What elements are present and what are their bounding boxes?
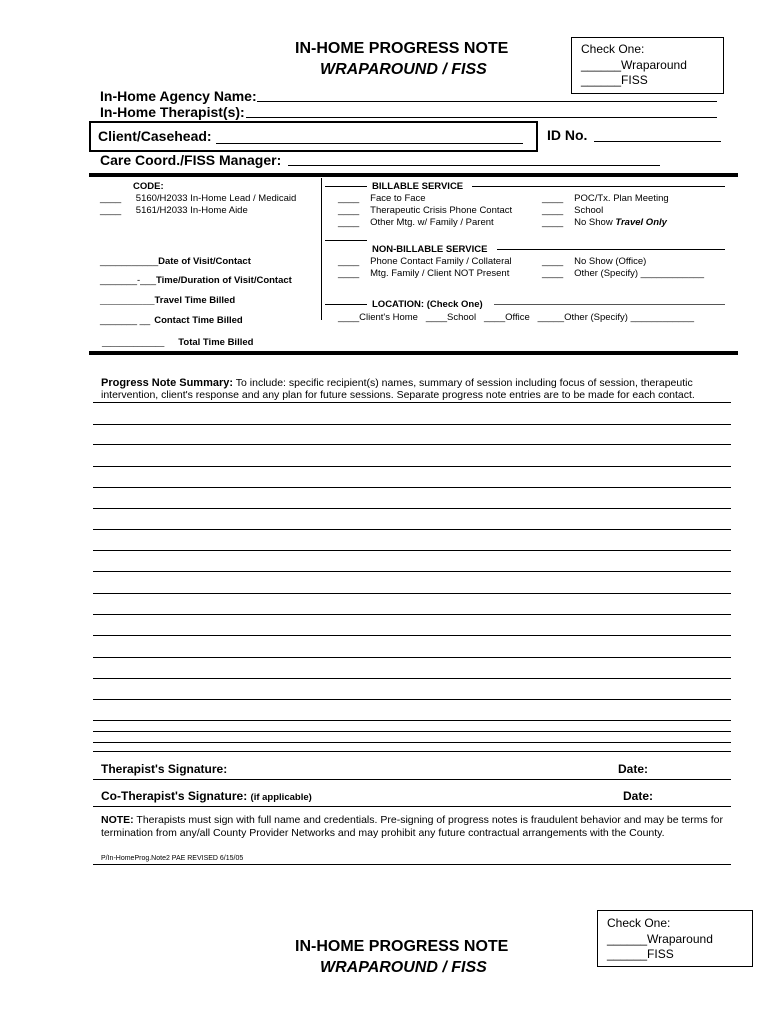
- summary-line[interactable]: [93, 751, 731, 752]
- summary-line[interactable]: [93, 402, 731, 403]
- option-label: No Show (Office): [574, 256, 647, 267]
- date-of-visit-field[interactable]: [100, 256, 251, 267]
- therapist-signature-label: Therapist's Signature:: [101, 762, 228, 776]
- summary-line[interactable]: [93, 614, 731, 615]
- field-blank: ___________: [100, 256, 159, 267]
- summary-line[interactable]: [93, 424, 731, 425]
- check-option-fiss[interactable]: ______FISS: [581, 73, 648, 87]
- field-label: Travel Time Billed: [154, 295, 236, 306]
- location-options[interactable]: ____Client's Home ____School ____Office _____Other (Specify) ____________: [338, 312, 695, 323]
- summary-line[interactable]: [93, 593, 731, 594]
- note-block: [101, 814, 729, 839]
- footer-code: P/In-HomeProg.Note2 PAE REVISED 6/15/05: [101, 855, 244, 862]
- billable-rule-left: [325, 186, 367, 187]
- option-label: Face to Face: [370, 193, 426, 204]
- summary-line[interactable]: [93, 487, 731, 488]
- field-blank: _______ __: [100, 315, 151, 326]
- code-text: 5161/H2033 In-Home Aide: [135, 205, 248, 216]
- option-label: Other Mtg. w/ Family / Parent: [370, 217, 494, 228]
- contact-time-field[interactable]: [100, 315, 243, 326]
- check-one-box: [571, 37, 724, 94]
- code-blank: ____: [100, 193, 122, 204]
- time-duration-field[interactable]: [100, 275, 292, 286]
- care-coord-label: Care Coord./FISS Manager:: [100, 152, 282, 168]
- summary-block: [101, 377, 733, 401]
- location-rule-right: [494, 304, 725, 305]
- summary-label: Progress Note Summary:: [101, 377, 234, 389]
- summary-line[interactable]: [93, 508, 731, 509]
- field-label: Time/Duration of Visit/Contact: [156, 275, 292, 286]
- client-label: Client/Casehead:: [98, 128, 212, 144]
- page2-check-option-fiss[interactable]: ______FISS: [607, 947, 674, 961]
- summary-line[interactable]: [93, 571, 731, 572]
- summary-line[interactable]: [93, 699, 731, 700]
- field-blank: ______________: [102, 338, 165, 347]
- billable-no-show[interactable]: [542, 217, 667, 228]
- client-box: [89, 121, 538, 152]
- summary-line[interactable]: [93, 444, 731, 445]
- page2-check-one-box: [597, 910, 753, 967]
- note-label: NOTE:: [101, 814, 134, 826]
- travel-time-field[interactable]: [100, 295, 235, 306]
- footer-rule: [93, 864, 731, 865]
- check-one-label: Check One:: [581, 42, 645, 56]
- summary-line[interactable]: [93, 657, 731, 658]
- billable-school[interactable]: [542, 205, 603, 216]
- field-blank: _______-___: [100, 275, 156, 286]
- billable-other-mtg[interactable]: [338, 217, 494, 228]
- nonbillable-rule-right: [497, 249, 725, 250]
- summary-line[interactable]: [93, 720, 731, 721]
- check-blank: ____: [542, 256, 564, 267]
- code-item-lead[interactable]: [100, 193, 296, 204]
- page-title: IN-HOME PROGRESS NOTE: [295, 40, 509, 57]
- nonbillable-mtg-family[interactable]: [338, 268, 509, 279]
- field-label: Date of Visit/Contact: [158, 256, 251, 267]
- check-blank: ____: [542, 217, 564, 228]
- id-field[interactable]: [594, 141, 721, 142]
- summary-instructions: To include: specific recipient(s) names, summary of session including focus of session, therapeutic intervention, client's response and any plan for future sessions. Separate progress note entries are to be made for each contact.: [101, 377, 695, 401]
- field-label: Contact Time Billed: [154, 315, 243, 326]
- option-label: Phone Contact Family / Collateral: [370, 256, 512, 267]
- check-blank: ____: [338, 268, 360, 279]
- billable-poc-meeting[interactable]: [542, 193, 669, 204]
- summary-line[interactable]: [93, 635, 731, 636]
- option-label: No Show: [574, 217, 613, 228]
- check-option-wraparound[interactable]: ______Wraparound: [581, 58, 687, 72]
- billable-rule-right: [472, 186, 725, 187]
- if-applicable-text: (if applicable): [250, 792, 312, 803]
- care-coord-field[interactable]: [288, 165, 660, 166]
- summary-line[interactable]: [93, 529, 731, 530]
- option-label: School: [574, 205, 604, 216]
- code-item-aide[interactable]: [100, 205, 248, 216]
- client-field[interactable]: [216, 143, 523, 144]
- therapists-field[interactable]: [246, 117, 717, 118]
- cotherapist-signature-line[interactable]: [93, 806, 731, 807]
- cotherapist-text: Co-Therapist's Signature:: [101, 789, 248, 803]
- check-blank: ____: [542, 205, 564, 216]
- page2-check-option-wraparound[interactable]: ______Wraparound: [607, 932, 713, 946]
- page2-subtitle: WRAPAROUND / FISS: [320, 959, 487, 976]
- check-blank: ____: [542, 268, 564, 279]
- billable-crisis-phone[interactable]: [338, 205, 512, 216]
- option-label: Mtg. Family / Client NOT Present: [370, 268, 510, 279]
- check-blank: ____: [338, 193, 360, 204]
- id-label: ID No.: [547, 127, 588, 143]
- field-label: Total Time Billed: [178, 337, 254, 348]
- page2-title: IN-HOME PROGRESS NOTE: [295, 938, 509, 955]
- check-blank: ____: [338, 256, 360, 267]
- therapist-signature-line[interactable]: [93, 779, 731, 780]
- section-rule-top: [89, 173, 738, 177]
- check-blank: ____: [542, 193, 564, 204]
- travel-only-label: Travel Only: [615, 217, 667, 228]
- column-divider: [321, 178, 322, 320]
- summary-line[interactable]: [93, 742, 731, 743]
- billable-heading: BILLABLE SERVICE: [372, 181, 464, 192]
- location-heading: LOCATION: (Check One): [372, 299, 483, 310]
- option-label: POC/Tx. Plan Meeting: [574, 193, 669, 204]
- option-label: Other (Specify) ____________: [574, 268, 705, 279]
- summary-line[interactable]: [93, 550, 731, 551]
- billable-face-to-face[interactable]: [338, 193, 426, 204]
- total-time-field[interactable]: [102, 337, 253, 348]
- agency-name-label: In-Home Agency Name:: [100, 88, 257, 104]
- page2-check-one-label: Check One:: [607, 916, 671, 930]
- summary-line[interactable]: [93, 678, 731, 679]
- summary-line[interactable]: [93, 466, 731, 467]
- page-subtitle: WRAPAROUND / FISS: [320, 61, 487, 78]
- date-label-2: Date:: [623, 789, 654, 803]
- check-blank: ____: [338, 217, 360, 228]
- nonbillable-no-show-office[interactable]: [542, 256, 646, 267]
- section-rule-bottom: [89, 351, 738, 355]
- nonbillable-phone-contact[interactable]: [338, 256, 512, 267]
- therapists-label: In-Home Therapist(s):: [100, 104, 245, 120]
- field-blank: ______________: [100, 298, 155, 305]
- note-text: Therapists must sign with full name and credentials. Pre-signing of progress notes is fraudulent behavior and may be terms for termination from any/all County Provider Networks and may prohibit any future contractual arrangements with the County.: [101, 814, 723, 839]
- code-heading: CODE:: [133, 181, 164, 192]
- nonbillable-heading: NON-BILLABLE SERVICE: [372, 244, 488, 255]
- summary-line[interactable]: [93, 731, 731, 732]
- separator-short: [325, 240, 367, 241]
- date-label-1: Date:: [618, 762, 649, 776]
- code-blank: ____: [100, 205, 122, 216]
- agency-name-field[interactable]: [257, 101, 717, 102]
- check-blank: ____: [338, 205, 360, 216]
- option-label: Therapeutic Crisis Phone Contact: [370, 205, 513, 216]
- nonbillable-other-specify[interactable]: [542, 268, 704, 279]
- code-text: 5160/H2033 In-Home Lead / Medicaid: [135, 193, 297, 204]
- cotherapist-signature-label: [101, 789, 312, 803]
- location-rule-left: [325, 304, 367, 305]
